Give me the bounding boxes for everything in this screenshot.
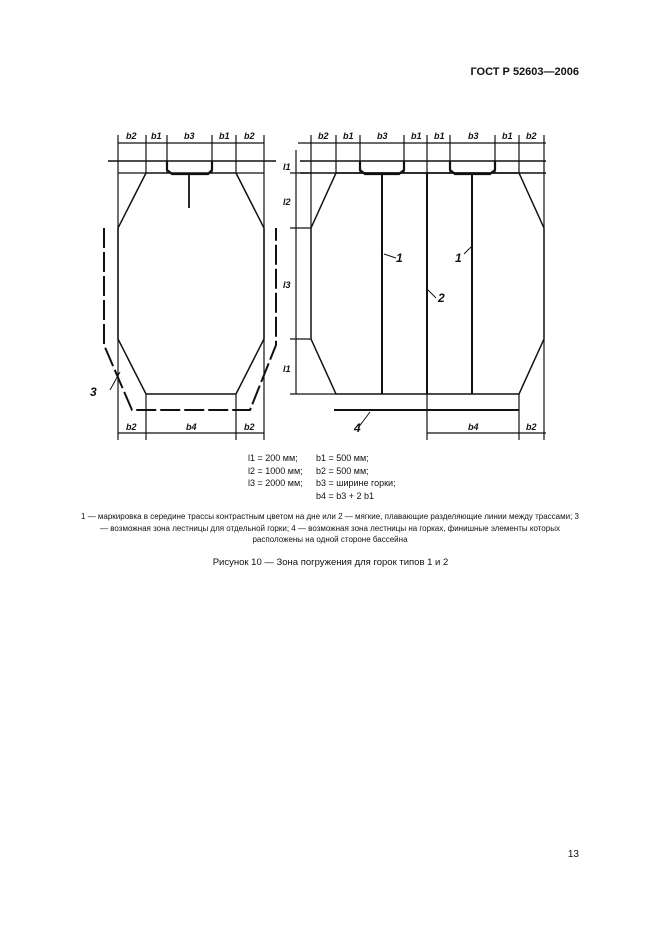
label-b1: b1 — [219, 131, 230, 141]
dimension-left: l3 = 2000 мм; — [248, 478, 303, 488]
left-pool-outline — [104, 135, 276, 440]
label-b1: b1 — [343, 131, 354, 141]
label-l1: l1 — [283, 162, 291, 172]
marker-3: 3 — [90, 385, 97, 399]
page-number: 13 — [567, 849, 579, 860]
label-b4: b4 — [186, 422, 197, 432]
dimension-row — [248, 465, 466, 478]
dimension-values — [248, 452, 466, 502]
marker-2: 2 — [438, 291, 445, 305]
marker-1-left: 1 — [396, 251, 403, 265]
dimension-right: b4 = b3 + 2 b1 — [316, 490, 375, 501]
label-b1: b1 — [151, 131, 162, 141]
label-b2: b2 — [318, 131, 329, 141]
label-b3: b3 — [468, 131, 479, 141]
marker-4: 4 — [354, 421, 361, 435]
label-l2: l2 — [283, 197, 291, 207]
dimension-left: l1 = 200 мм; — [248, 453, 298, 463]
label-l1: l1 — [283, 364, 291, 374]
right-pool-outline — [290, 135, 546, 440]
label-b4: b4 — [468, 422, 479, 432]
figure-caption: Рисунок 10 — Зона погружения для горок типов 1 и 2 — [212, 557, 449, 568]
label-b1: b1 — [502, 131, 513, 141]
dimension-left: l2 = 1000 мм; — [248, 465, 303, 476]
leader-lines — [110, 246, 472, 428]
dimension-right: b2 = 500 мм; — [316, 465, 369, 476]
dimension-row — [248, 477, 466, 490]
label-b2: b2 — [126, 131, 137, 141]
label-b1: b1 — [411, 131, 422, 141]
label-b2: b2 — [526, 131, 537, 141]
dimension-row — [248, 452, 466, 465]
label-b3: b3 — [184, 131, 195, 141]
label-b2: b2 — [244, 131, 255, 141]
figure-note: 1 — маркировка в середине трассы контрастным цветом на дне или 2 — мягкие, плавающие разделяющие линии между трассами; 3 — возможная зона лестницы для отдельной горки; 4 — возможная зона лестницы на горках, финишные элементы которых расположены на одной стороне бассейна — [81, 512, 579, 544]
document-header-code: ГОСТ Р 52603—2006 — [470, 66, 579, 78]
label-b1: b1 — [434, 131, 445, 141]
label-b3: b3 — [377, 131, 388, 141]
marker-1-right: 1 — [455, 251, 462, 265]
figure-labels — [90, 131, 537, 435]
label-b2: b2 — [126, 422, 137, 432]
dimension-left — [248, 490, 316, 503]
dimension-row — [248, 490, 466, 503]
label-l3: l3 — [283, 280, 291, 290]
dimension-right: b3 = ширине горки; — [316, 478, 396, 488]
dimension-right: b1 = 500 мм; — [316, 453, 369, 463]
label-b2: b2 — [526, 422, 537, 432]
label-b2: b2 — [244, 422, 255, 432]
